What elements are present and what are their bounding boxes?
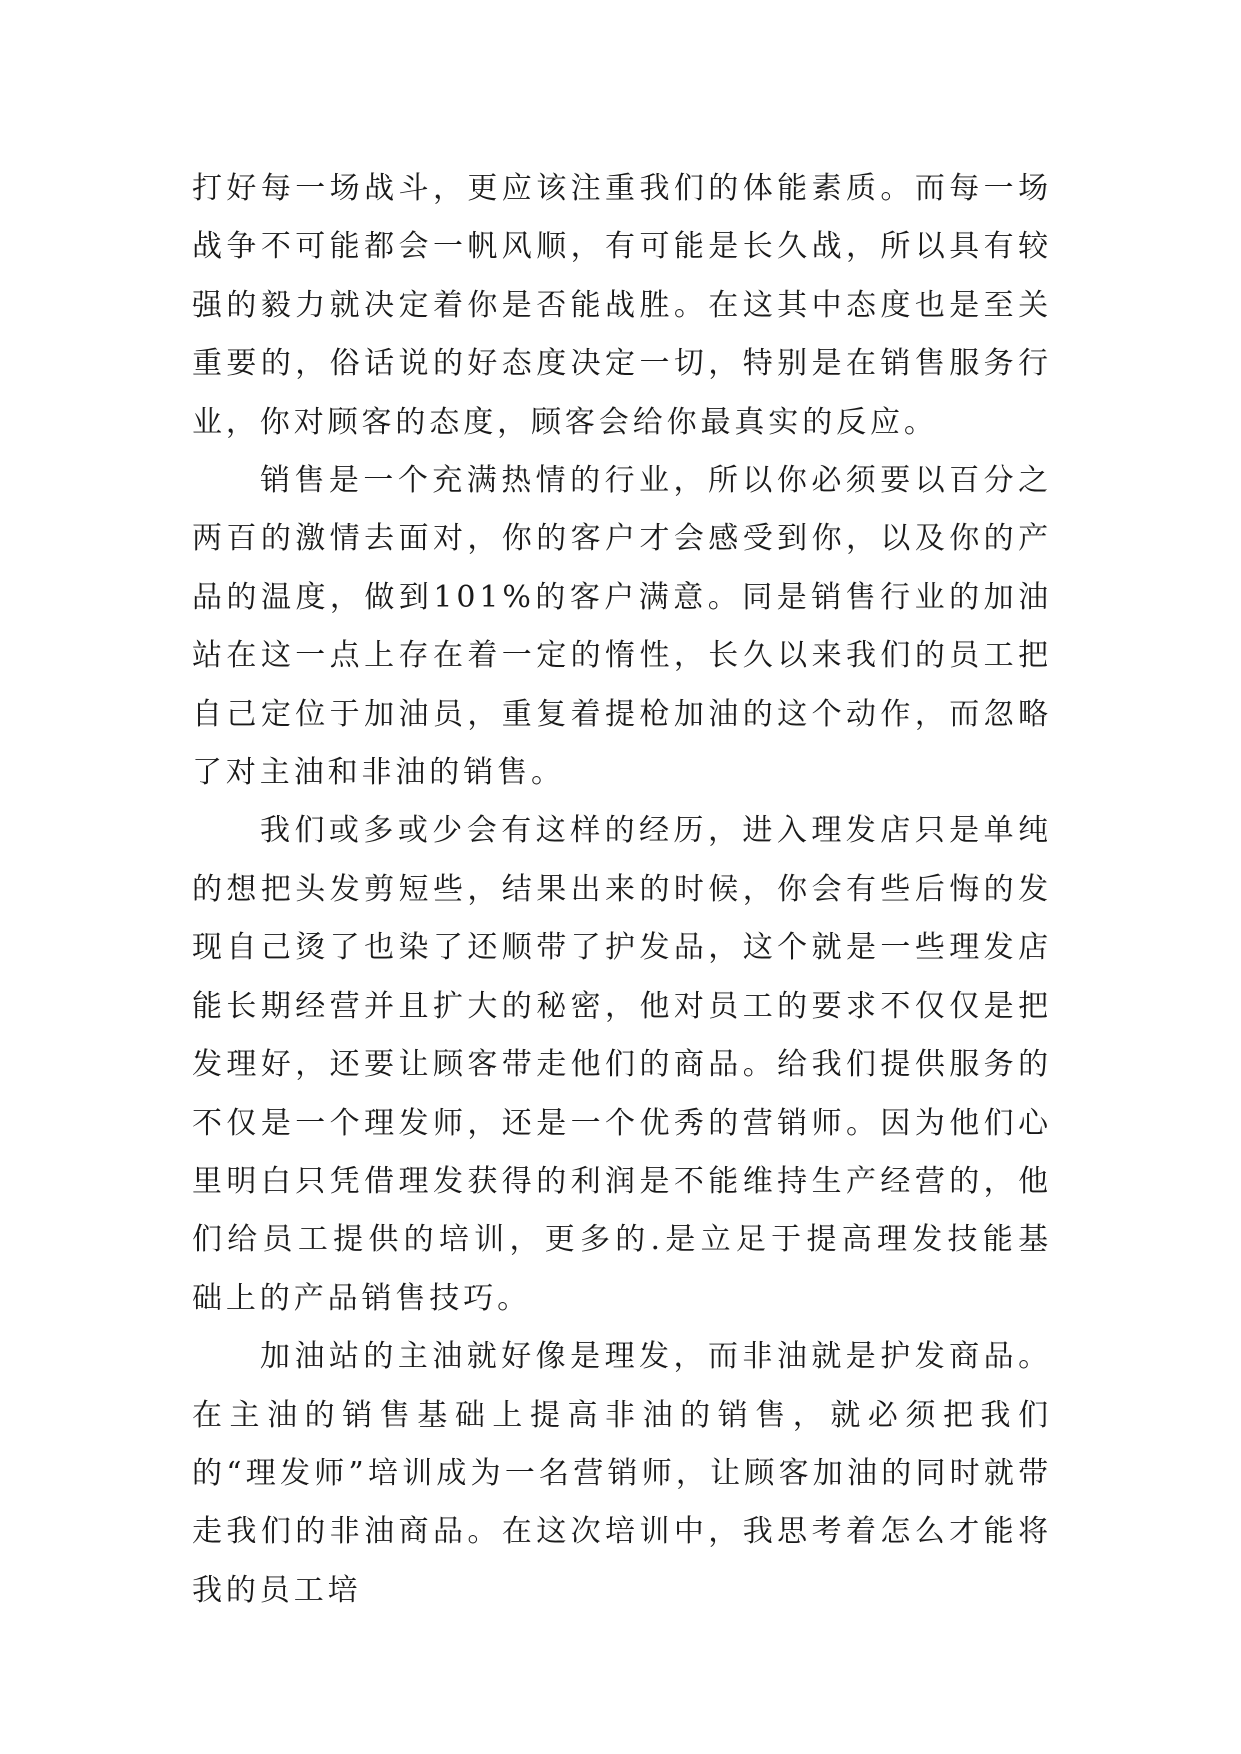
body-text — [192, 160, 1052, 1620]
paragraph-1: 打好每一场战斗，更应该注重我们的体能素质。而每一场战争不可能都会一帆风顺，有可能是长久战，所以具有较强的毅力就决定着你是否能战胜。在这其中态度也是至关重要的，俗话说的好态度决定一切，特别是在销售服务行业，你对顾客的态度，顾客会给你最真实的反应。 — [192, 171, 1052, 440]
paragraph-3: 我们或多或少会有这样的经历，进入理发店只是单纯的想把头发剪短些，结果出来的时候，你会有些后悔的发现自己烫了也染了还顺带了护发品，这个就是一些理发店能长期经营并且扩大的秘密，他对员工的要求不仅仅是把发理好，还要让顾客带走他们的商品。给我们提供服务的不仅是一个理发师，还是一个优秀的营销师。因为他们心里明白只凭借理发获得的利润是不能维持生产经营的，他们给员工提供的培训，更多的.是立足于提高理发技能基础上的产品销售技巧。 — [192, 813, 1052, 1316]
paragraph-4: 加油站的主油就好像是理发，而非油就是护发商品。在主油的销售基础上提高非油的销售，就必须把我们的“理发师”培训成为一名营销师，让顾客加油的同时就带走我们的非油商品。在这次培训中，我思考着怎么才能将我的员工培 — [192, 1339, 1052, 1608]
paragraph-2: 销售是一个充满热情的行业，所以你必须要以百分之两百的激情去面对，你的客户才会感受到你，以及你的产品的温度，做到101%的客户满意。同是销售行业的加油站在这一点上存在着一定的惰性，长久以来我们的员工把自己定位于加油员，重复着提枪加油的这个动作，而忽略了对主油和非油的销售。 — [192, 463, 1052, 791]
